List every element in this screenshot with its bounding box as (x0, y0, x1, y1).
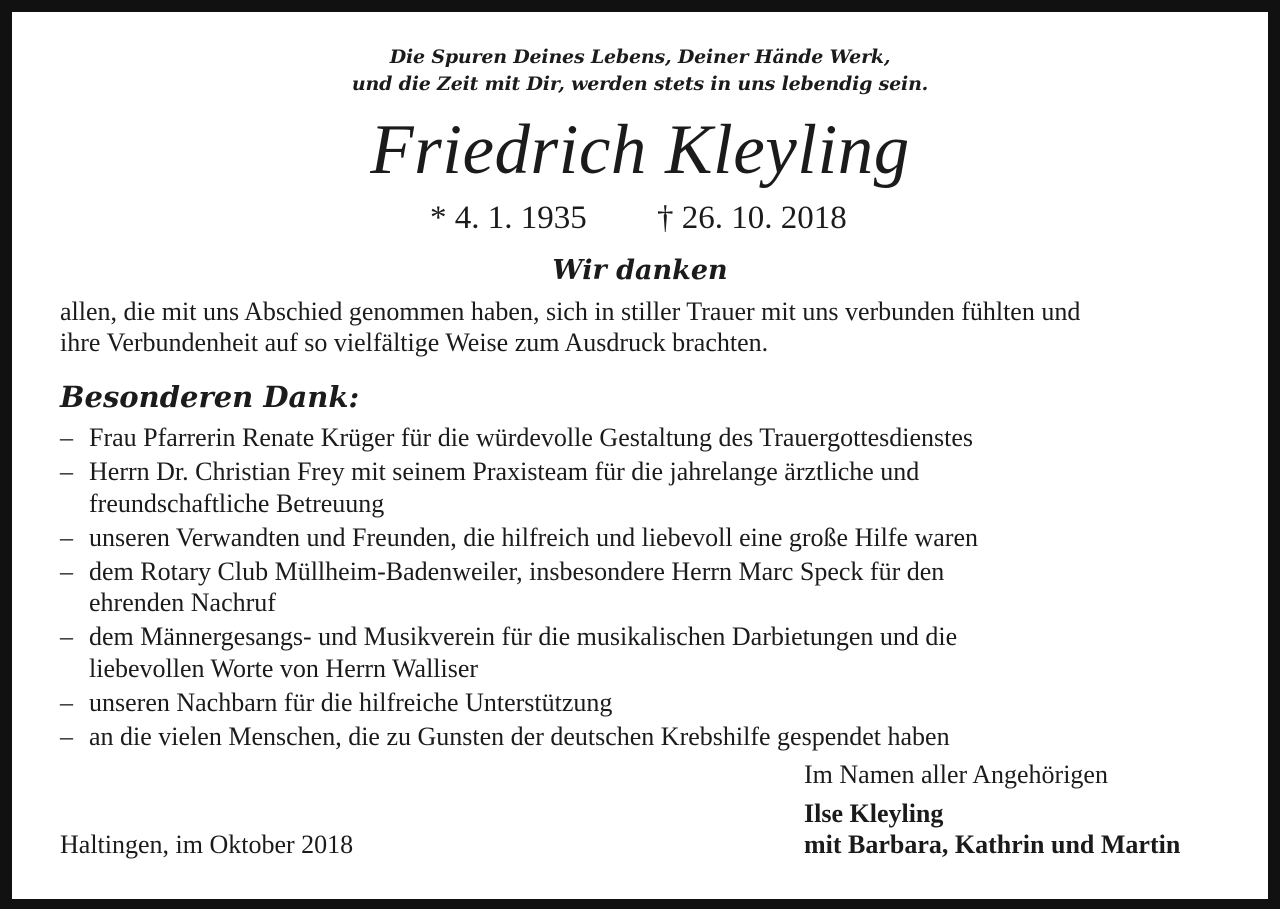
list-item (60, 687, 1240, 719)
death-date: † 26. 10. 2018 (657, 200, 847, 236)
list-item (60, 721, 1240, 753)
on-behalf-line: Im Namen aller Angehörigen (804, 760, 1108, 789)
dash-bullet: – (60, 556, 73, 586)
signer-name: Ilse Kleyling (804, 799, 944, 828)
special-thanks-list (60, 422, 1240, 755)
list-item (60, 456, 1240, 519)
list-item (60, 522, 1240, 554)
dash-bullet: – (60, 423, 73, 452)
dash-bullet: – (60, 721, 73, 751)
list-item-line-1: dem Männergesangs- und Musikverein für die musikalischen Darbietungen und die (89, 622, 958, 651)
place-and-date: Haltingen, im Oktober 2018 (60, 830, 354, 859)
deceased-name: Friedrich Kleyling (370, 111, 910, 189)
list-item (60, 556, 1240, 619)
dash-bullet: – (60, 457, 73, 486)
thanks-text-line-1: allen, die mit uns Abschied genommen haben, sich in stiller Trauer mit uns verbunden fühlten und (60, 297, 1081, 326)
list-item-line-2: freundschaftliche Betreuung (89, 488, 385, 518)
thanks-heading: Wir danken (552, 255, 728, 286)
motto-line-1: Die Spuren Deines Lebens, Deiner Hände Werk, (389, 46, 891, 68)
signer-family: mit Barbara, Kathrin und Martin (804, 830, 1181, 859)
list-item-line-2: liebevollen Worte von Herrn Walliser (89, 653, 479, 683)
thanks-text (60, 296, 1240, 358)
special-thanks-heading: Besonderen Dank: (60, 380, 360, 414)
thanks-text-line-2: ihre Verbundenheit auf so vielfältige Weise zum Ausdruck brachten. (60, 328, 769, 357)
list-item-line-2: ehrenden Nachruf (89, 588, 276, 617)
list-item (60, 621, 1240, 684)
dash-bullet: – (60, 522, 73, 552)
list-item-line-1: Frau Pfarrerin Renate Krüger für die würdevolle Gestaltung des Trauergottesdienstes (89, 423, 974, 452)
motto (0, 44, 1280, 98)
list-item-line-1: Herrn Dr. Christian Frey mit seinem Praxisteam für die jahrelange ärztliche und (89, 457, 920, 486)
dash-bullet: – (60, 687, 73, 717)
motto-line-2: und die Zeit mit Dir, werden stets in uns lebendig sein. (351, 73, 929, 95)
list-item-line-1: dem Rotary Club Müllheim-Badenweiler, insbesondere Herrn Marc Speck für den (89, 556, 945, 586)
birth-date: * 4. 1. 1935 (430, 200, 587, 236)
dash-bullet: – (60, 622, 73, 651)
list-item (60, 422, 1240, 454)
signature-block (804, 759, 1180, 860)
list-item-line-1: an die vielen Menschen, die zu Gunsten der deutschen Krebshilfe gespendet haben (89, 721, 950, 751)
list-item-line-1: unseren Verwandten und Freunden, die hilfreich und liebevoll eine große Hilfe waren (89, 522, 979, 552)
list-item-line-1: unseren Nachbarn für die hilfreiche Unterstützung (89, 687, 613, 717)
